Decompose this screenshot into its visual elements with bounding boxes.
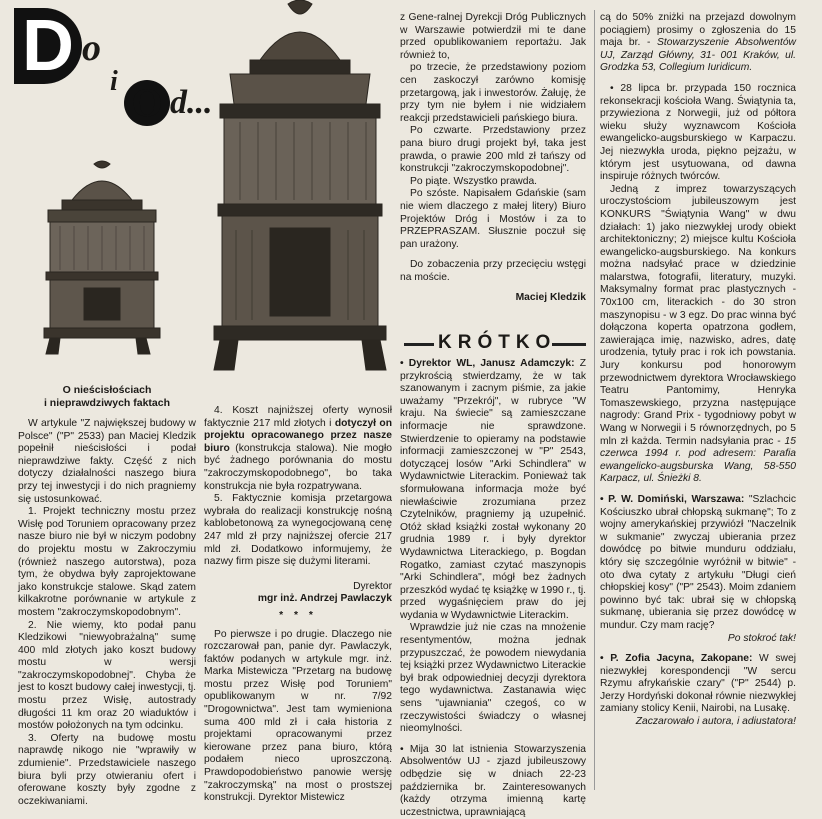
- paragraph: z Gene-ralnej Dyrekcji Dróg Publicznych w Warszawie potwierdził mi te dane przed opublikowaniem reportażu. Jak również to,: [400, 12, 586, 61]
- entry-author: • P. W. Domiński, Warszawa:: [600, 493, 745, 505]
- paragraph: 2. Nie wiemy, kto podał panu Kledzikowi "niewyobrażalną" sumę 400 mld złotych jako koszt budowy mostu w wersji "zakroczymskopodobnej". Chyba że jest to koszt budowy całej inwestycji, tj. mostu przez Wisłę, autostrady długości 11 km oraz 20 wiaduktów i mostów położonych na tym odcinku.: [18, 619, 196, 732]
- spacer: [600, 486, 796, 494]
- krotko-rule-right: [552, 343, 586, 346]
- editorial-reply: Zaczarowało i autora, i adiustatora!: [635, 716, 796, 728]
- small-stove-illustration: [22, 160, 182, 365]
- paragraph: 1. Projekt techniczny mostu przez Wisłę pod Toruniem opracowany przez nasze biuro nie był w niczym podobny do projektu mostu w Zakroczymiu (również naszego autorstwa), poza tym, że obydwa były zaprojektowane jako konstrukcje stalowe. Skąd zatem kilkakrotne porównanie w artykule z mostem "zakroczymskopodobnym".: [18, 506, 196, 618]
- text-span: cą do 50% zniżki na przejazd dowolnym pociągiem) prosimy o zgłoszenia do 15 maja br. -: [600, 12, 796, 49]
- spacer: [600, 75, 796, 83]
- spacer: [600, 645, 796, 653]
- entry-author: • Dyrektor WL, Janusz Adamczyk:: [400, 358, 575, 369]
- column-divider: [594, 10, 595, 790]
- article-heading-line1: O nieścisłościach: [62, 384, 152, 396]
- paragraph: Po szóste. Napisałem Gdańskie (sam nie wiem dlaczego z małej litery) Biuro Projektów Dróg i Mostów i za to PRZEPRASZAM. Słusznie poczuł się pan urażony.: [400, 188, 586, 250]
- section-separator: * * *: [279, 609, 317, 621]
- entry-body: Z przykrością stwierdzamy, że w tak szanowanym i zacnym piśmie, za jakie uważamy "Przekrój", w rubryce "W kraju. Na świecie" są zamieszczane informacje nie sprawdzone. Stwierdzenie to opieramy na podstawie informacji zamieszczonej w "P" 2543, dotyczącej losów "Arki Schindlera" w Wydawnictwie Literackim. Ponieważ tak sformułowana informacja może być niewłaściwie zrozumiana przez Czytelników, pragniemy ją uzupełnić. Otóż skład książki został wykonany 20 grudnia 1989 r. i były dyrektor Wydawnictwa Literackiego, p. Bogdan Rogatko, zamiast czytać maszynopis "Arki Schindlera", mógł bez żadnych przeszkód wydać tę książkę w 1990 r., tj. przed wygaśnięciem praw do jej wydania w Wydawnictwie Literackim.: [400, 358, 586, 621]
- krotko-title: KRÓTKO: [438, 332, 557, 353]
- headline-letter-d: D: [14, 8, 82, 84]
- paragraph: Do zobaczenia przy przecięciu wstęgi na moście.: [400, 259, 586, 283]
- headline-letter-o2: O: [124, 80, 170, 126]
- column-3-krotko: [400, 358, 586, 819]
- text-span-italic: 15 czerwca 1994 r. pod adresem: Parafia ewangelicko-augsburska Wang, 58-550 Karpacz, ul. Śnieżki 8.: [600, 435, 796, 485]
- paragraph: [600, 184, 796, 486]
- paragraph: Wprawdzie już nie czas na mnożenie resentymentów, można jednak przypuszczać, że powodem niewydania tej książki przez Wydawnictwo Literackie był brak odpowiedniej decyzji dyrektora tego wydawnictwa. Zastanawia więc sens "ujawniania" czegoś, co w rzeczywistości świadczy o własnej nieomylności.: [400, 622, 586, 735]
- paragraph: Po piąte. Wszystko prawda.: [410, 175, 538, 187]
- entry-body: "Szlachcic Kościuszko ubrał chłopską sukmanę"; To z wojny amerykańskiej przywiózł "Naczelnik w sukmanie" zwyczaj ubierania przez dowódcę po bitwie munduru oddziału, który się szczególnie wyróżnił w bitwie" - oto dwa cytaty z artykułu "Długi cień chłopskiej kosy" ("P" 2543). Moim zdaniem powinno być tak: ubrał się w chłopską sukmanę, ubierania się przez dowódcę w mundur. Czy mam rację?: [600, 493, 796, 631]
- text-span: 4. Koszt najniższej oferty wynosił faktycznie 217 mld złotych i: [204, 405, 392, 429]
- headline-letter-d2: d...: [170, 84, 213, 121]
- text-span-bold: dotyczył on projektu opracowanego przez nasze biuro: [204, 417, 392, 454]
- paragraph: 3. Oferty na budowę mostu naprawdę nikogo nie "wprawiły w zdumienie". Przedstawiciele naszego biura byli przy otwieraniu ofert i oferowane koszty były zgodne z oczekiwaniami.: [18, 732, 196, 807]
- paragraph: [204, 405, 392, 493]
- text-span: (konstrukcja stalowa). Nie mogło być żadnego porównania do mostu "zakroczymskopodobnego", bo taka konstrukcja nie była rozpatrywana.: [204, 442, 392, 492]
- column-4: [600, 12, 796, 729]
- large-stove-illustration: [200, 0, 400, 400]
- signature-name: Maciej Kledzik: [515, 292, 586, 304]
- krotko-entry: [600, 494, 796, 633]
- paragraph: po trzecie, że przedstawiony poziom cen zaskoczył zarówno komisję przetargową, jak i inwestorów. Żałuję, że przy tym nie byłem i nie widziałem reakcji przedstawicieli pańskiego biura.: [400, 62, 586, 124]
- spacer: [400, 251, 586, 259]
- krotko-entry: [400, 358, 586, 622]
- headline-letter-o: o: [82, 27, 101, 69]
- paragraph: 5. Faktycznie komisja przetargowa wybrała do realizacji konstrukcję nośną kablobetonową za wynegocjowaną cenę 247 mld zł przy najniższej ofercie 217 mld zł. Dodatkowo informujemy, że nazwy firm pisze się dużymi literami.: [204, 493, 392, 568]
- signature-name: mgr inż. Andrzej Pawlaczyk: [257, 593, 392, 605]
- krotko-rule-left: [404, 343, 434, 346]
- entry-body: W swej niezwykłej korespondencji "W sercu Rzymu afrykańskie czary" ("P" 2544) p. Jerzy Hordyński dokonał równie niezwykłej zamiany stolicy Kenii, Nairobi, na Lusakę.: [600, 653, 797, 715]
- article-heading-line2: i nieprawdziwych faktach: [43, 397, 171, 409]
- paragraph: Po pierwsze i po drugie. Dlaczego nie rozczarował pan, panie dyr. Pawlaczyk, faktów podanych w artykule mgr. inż. Marka Mistewicza "Przetarg na budowę mostu przez Wisłę pod Toruniem" opublikowanym w nr. 7/92 "Drogownictwa". Jest tam wymieniona suma 400 mld zł i cała historia z projektami opracowanymi przez kierowane przez pana biuro, którą podałem nieco uproszczoną. Prawdopodobieństwo panowie wersję "zakroczymską" na most o prostszej konstrukcji. Dyrektor Mistewicz: [204, 628, 392, 804]
- text-span-italic: Stowarzyszenie Absolwentów UJ, Zarząd Główny, 31- 001 Kraków, ul. Grodzka 53, Collegium Iuridicum.: [600, 37, 796, 74]
- entry-author: • P. Zofia Jacyna, Zakopane:: [600, 653, 753, 665]
- editorial-reply: Po stokroć tak!: [727, 632, 796, 644]
- column-1: [18, 384, 196, 808]
- paragraph: [600, 12, 796, 75]
- column-3: [400, 12, 586, 305]
- column-2: [204, 405, 392, 805]
- signature-role: Dyrektor: [353, 580, 392, 592]
- krotko-entry: • Mija 30 lat istnienia Stowarzyszenia Absolwentów UJ - zjazd jubileuszowy odbędzie się w dniach 22-23 października br. Zainteresowanych (każdy otrzyma imienną kartę uczestnictwa, uprawniającą: [400, 743, 586, 818]
- paragraph: • 28 lipca br. przypada 150 rocznica rekonsekracji kościoła Wang. Świątynia ta, przywieziona z Norwegii, już od półtora wieku służy wyznawcom Kościoła ewangelicko-augsburskiego w Karpaczu. Jej niezwykła uroda, piękno pejzażu, w którym jest usytuowana, od dawna inspiruje różnych twórców.: [600, 82, 796, 183]
- text-span: Jedną z imprez towarzyszących uroczystościom jubileuszowym jest KONKURS "Świątynia Wang" w dwu działach: 1) jako niezwykłej urody obiekt architektoniczny; 2) miejsce kultu Kościoła ewangelicko-augsburskiego. Na konkurs można nadsyłać prace w dziedzinie malarstwa, fotografii, literatury, muzyki. Maksymalny format prac plastycznych - 70x100 cm, literackich - do 30 stron maszynopisu - w 3 egz. Do prac winna być dołączona koperta opatrzona godłem, zawierająca imię, nazwisko, adres, datę urodzenia, tytuły prac i rok ich powstania. Jury konkursu pod honorowym przewodnictwem dyrektora Wrocławskiego Teatru Pantomimy, Henryka Tomaszewskiego, przyzna następujące nagrody: Grand Prix - tygodniowy pobyt w Wang w Norwegii i 5 równorzędnych, po 5 mln zł każda. Termin nadsyłania prac -: [600, 183, 796, 447]
- article-heading: [18, 384, 196, 410]
- spacer: [400, 736, 586, 744]
- headline-letter-i: i: [110, 66, 118, 97]
- krotko-entry: [600, 653, 796, 716]
- paragraph: W artykule "Z największej budowy w Polsce" ("P" 2533) pan Maciej Kledzik popełnił nieścisłości i podał nieprawdziwe fakty. Część z nich dotyczy działalności naszego biura przy tej inwestycji i do nich pragniemy się ustosunkować.: [18, 418, 196, 505]
- paragraph: Po czwarte. Przedstawiony przez pana biuro drugi projekt był, taka jest prawda, o prawie 200 mld zł tańszy od konstrukcji "zakroczymskopodobnej".: [400, 125, 586, 175]
